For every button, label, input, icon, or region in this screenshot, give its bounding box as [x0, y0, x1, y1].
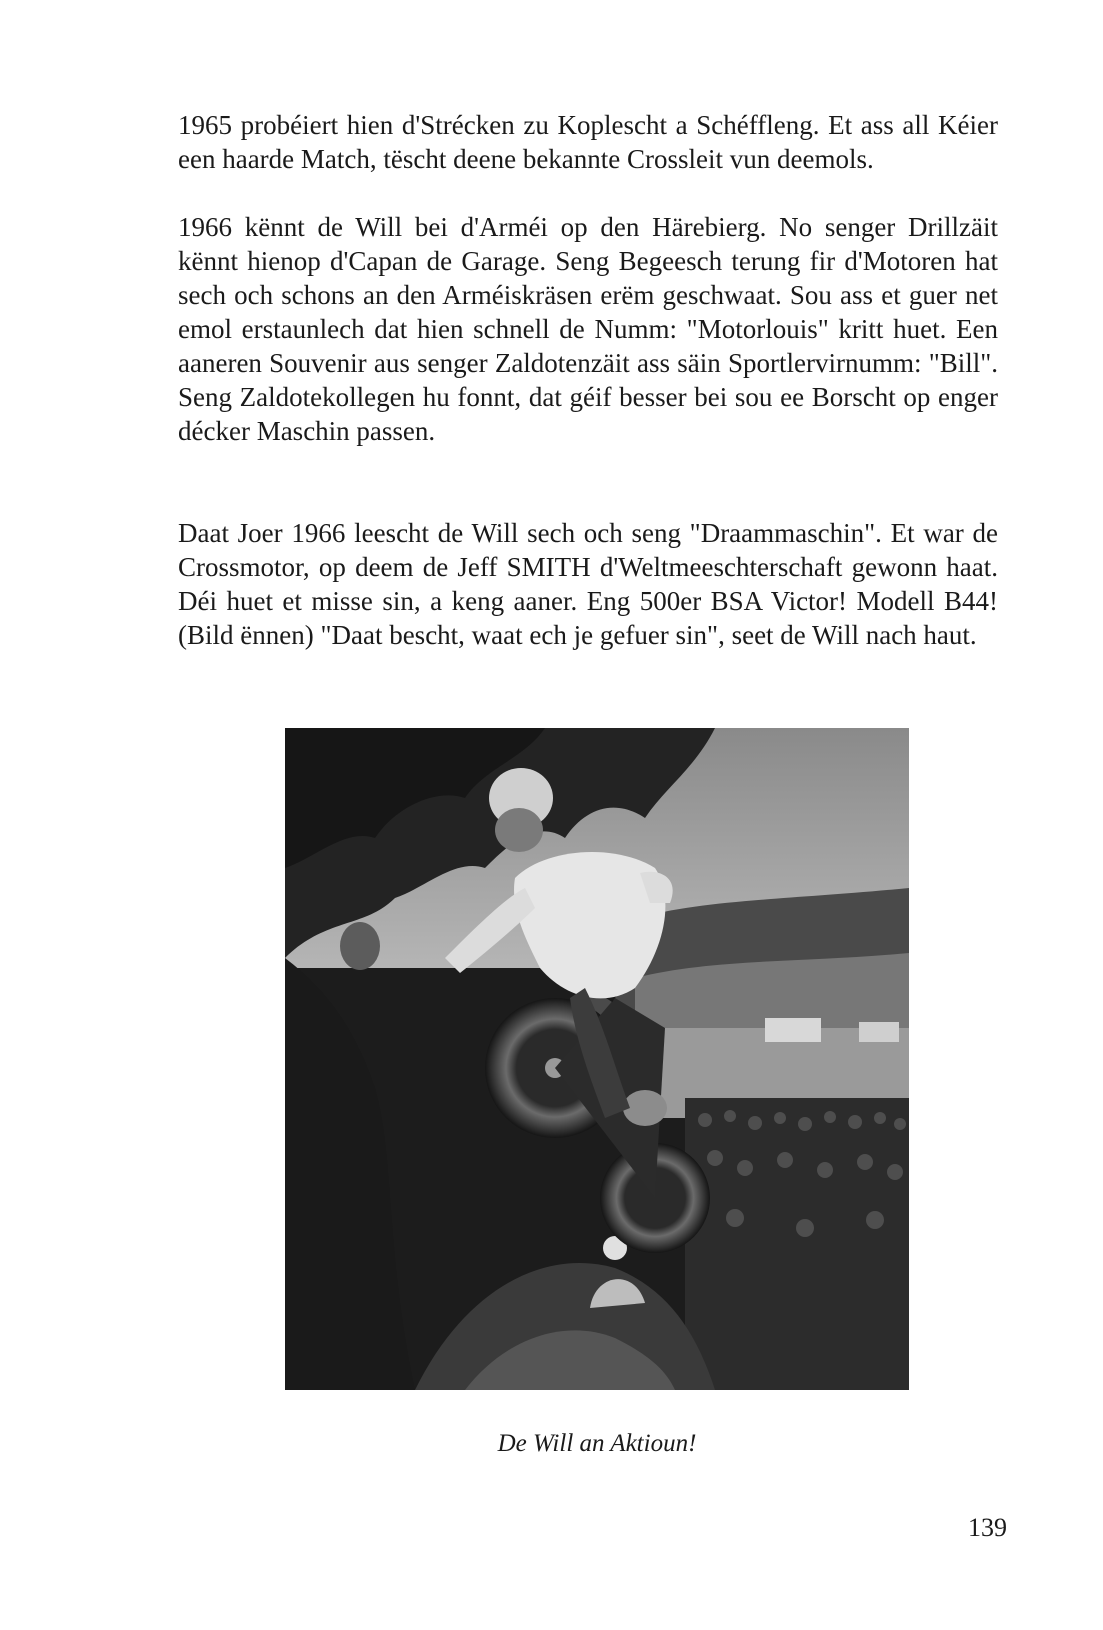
- paragraph-1965: 1965 probéiert hien d'Strécken zu Koplescht a Schéffleng. Et ass all Kéier een haarde Match, tëscht deene bekannte Crossleit vun deemols.: [178, 110, 998, 174]
- paragraph-dream-machine: Daat Joer 1966 leescht de Will sech och seng "Draammaschin". Et war de Crossmotor, op deem de Jeff SMITH d'Weltmeeschterschaft gewonn haat. Déi huet et misse sin, a keng aaner. Eng 500er BSA Victor! Modell B44! (Bild ënnen) "Daat bescht, waat ech je gefuer sin", seet de Will nach haut.: [178, 518, 998, 650]
- photo-caption: De Will an Aktioun!: [497, 1430, 697, 1457]
- paragraph-1966-army: 1966 kënnt de Will bei d'Arméi op den Härebierg. No senger Drillzäit kënnt hienop d'Capan de Garage. Seng Begeesch terung fir d'Motoren hat sech och schons an den Arméiskräsen erëm geschwaat. Sou ass et guer net emol erstaunlech dat hien schnell de Numm: "Motorlouis" kritt huet. Een aaneren Souvenir aus senger Zaldotenzäit ass säin Sportlervirnumm: "Bill". Seng Zaldotekollegen hu fonnt, dat géif besser bei sou ee Borscht op enger décker Maschin passen.: [178, 212, 998, 446]
- motocross-photo: [285, 728, 909, 1390]
- page-number: 139: [968, 1513, 1007, 1542]
